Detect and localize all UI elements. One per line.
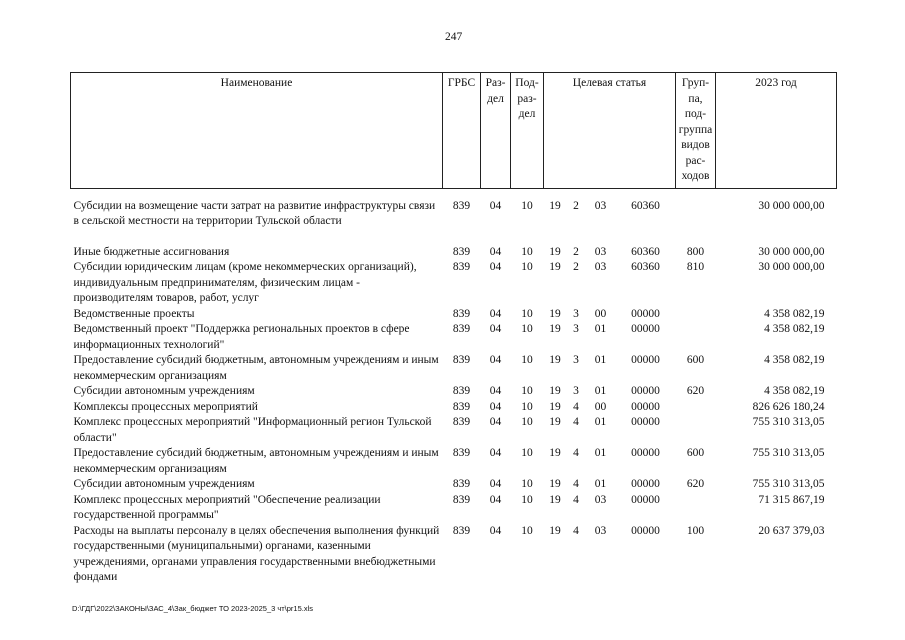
row-target-subprogram: 03 [594,199,607,212]
row-spacer-cell [71,230,837,245]
table-row [71,446,837,477]
header-target-article: Целевая статья [544,73,676,189]
row-name: Ведомственный проект "Поддержка региональных проектов в сфере информационных технологий" [73,323,410,351]
table-row [71,353,837,384]
row-target-program: 19 [549,323,561,335]
row-target-direction: 00000 [631,524,660,537]
row-razdel: 04 [489,199,502,212]
row-podrazdel: 10 [521,385,533,397]
row-expense-group: 620 [686,478,705,490]
table-row [71,415,837,446]
row-target-type: 4 [573,447,579,459]
row-expense-group: 600 [686,354,705,366]
row-target-subprogram: 00 [594,400,607,413]
row-razdel: 04 [489,416,502,428]
row-target-subprogram: 03 [594,524,607,537]
row-expense-group: 620 [686,385,705,397]
row-target-type: 4 [573,400,579,413]
page-number: 247 [445,31,463,43]
table-row [71,188,837,230]
row-expense-group [676,493,716,524]
row-razdel: 04 [489,385,502,397]
row-target-type: 2 [573,199,579,212]
row-target-type: 3 [573,385,579,397]
row-expense-group [676,400,716,416]
row-target-program: 19 [549,478,561,490]
row-target-type: 3 [573,307,579,320]
row-amount: 4 358 082,19 [764,323,825,335]
row-amount: 71 315 867,19 [758,493,825,506]
table-row [71,322,837,353]
row-podrazdel: 10 [521,416,533,428]
row-target-subprogram: 01 [594,354,607,366]
row-target-type: 4 [573,416,579,428]
table-body [71,188,837,586]
row-target-program: 19 [549,307,561,320]
row-target-subprogram: 01 [594,478,607,490]
row-podrazdel: 10 [521,400,533,413]
table-row [71,493,837,524]
row-target-type: 2 [573,245,579,258]
row-razdel: 04 [489,354,502,366]
header-grbs: ГРБС [443,73,481,189]
row-expense-group: 810 [686,261,705,273]
row-target-type: 4 [573,478,579,490]
row-amount: 30 000 000,00 [758,245,825,258]
row-target-direction: 00000 [631,493,660,506]
row-name: Субсидии юридическим лицам (кроме некоммерческих организаций), индивидуальным предпринимателям, физическим лицам - производителям товаров, работ, услуг [73,261,417,304]
file-path-footer: D:\ГДГ\2022\ЗАКОНЫ\ЗАС_4\Зак_бюджет ТО 2023-2025_3 чт\pr15.xls [72,604,314,613]
row-podrazdel: 10 [521,199,533,212]
row-target-type: 2 [573,261,579,273]
row-podrazdel: 10 [521,323,533,335]
row-podrazdel: 10 [521,447,533,459]
table-row [71,384,837,400]
row-target-subprogram: 00 [594,307,607,320]
row-razdel: 04 [489,493,502,506]
header-razdel: Раз-дел [481,73,511,189]
row-grbs: 839 [452,524,471,537]
row-grbs: 839 [452,385,471,397]
row-amount: 30 000 000,00 [758,199,825,212]
row-podrazdel: 10 [521,478,533,490]
row-spacer [71,230,837,245]
row-podrazdel: 10 [521,493,533,506]
row-target-program: 19 [549,245,561,258]
row-target-type: 3 [573,323,579,335]
row-amount: 4 358 082,19 [764,307,825,320]
row-grbs: 839 [452,354,471,366]
row-target-subprogram: 03 [594,493,607,506]
row-target-subprogram: 01 [594,416,607,428]
table-row [71,260,837,307]
row-grbs: 839 [452,447,471,459]
row-amount: 755 310 313,05 [752,447,825,459]
row-grbs: 839 [452,478,471,490]
row-target-direction: 60360 [631,261,660,273]
row-target-direction: 00000 [631,400,660,413]
row-amount: 755 310 313,05 [752,416,825,428]
row-expense-group [676,188,716,230]
row-grbs: 839 [452,493,471,506]
row-target-program: 19 [549,385,561,397]
row-target-direction: 00000 [631,323,660,335]
row-expense-group [676,415,716,446]
row-target-program: 19 [549,493,561,506]
row-amount: 826 626 180,24 [752,400,825,413]
row-expense-group [676,307,716,323]
table-row [71,245,837,261]
table-header-row [71,73,837,189]
row-target-program: 19 [549,416,561,428]
row-amount: 755 310 313,05 [752,478,825,490]
row-target-program: 19 [549,261,561,273]
row-target-direction: 60360 [631,199,660,212]
row-podrazdel: 10 [521,524,533,537]
row-name: Субсидии автономным учреждениям [73,385,255,397]
row-target-subprogram: 01 [594,385,607,397]
row-target-program: 19 [549,354,561,366]
row-amount: 4 358 082,19 [764,354,825,366]
row-target-program: 19 [549,524,561,537]
row-expense-group: 100 [686,524,705,537]
row-razdel: 04 [489,524,502,537]
row-razdel: 04 [489,261,502,273]
row-razdel: 04 [489,478,502,490]
row-target-type: 4 [573,524,579,537]
row-grbs: 839 [452,307,471,320]
row-grbs: 839 [452,261,471,273]
row-target-direction: 60360 [631,245,660,258]
header-name: Наименование [71,73,443,189]
row-grbs: 839 [452,400,471,413]
row-name: Ведомственные проекты [73,307,195,320]
row-grbs: 839 [452,416,471,428]
header-expense-group: Груп-па, под-группа видов рас-ходов [676,73,716,189]
row-grbs: 839 [452,245,471,258]
table-row [71,307,837,323]
row-target-direction: 00000 [631,478,660,490]
row-target-type: 3 [573,354,579,366]
header-year-2023: 2023 год [716,73,837,189]
row-target-direction: 00000 [631,447,660,459]
row-razdel: 04 [489,400,502,413]
table-row [71,400,837,416]
row-target-direction: 00000 [631,416,660,428]
row-podrazdel: 10 [521,261,533,273]
row-podrazdel: 10 [521,245,533,258]
row-target-subprogram: 03 [594,245,607,258]
row-podrazdel: 10 [521,354,533,366]
row-name: Иные бюджетные ассигнования [73,245,230,258]
row-name: Комплексы процессных мероприятий [73,400,258,413]
row-expense-group: 600 [686,447,705,459]
row-name: Предоставление субсидий бюджетным, автономным учреждениям и иным некоммерческим организациям [73,354,439,382]
header-podrazdel: Под-раз-дел [511,73,544,189]
row-target-direction: 00000 [631,307,660,320]
row-target-direction: 00000 [631,385,660,397]
row-name: Комплекс процессных мероприятий "Информационный регион Тульской области" [73,416,432,444]
row-grbs: 839 [452,323,471,335]
row-target-program: 19 [549,447,561,459]
row-razdel: 04 [489,307,502,320]
row-name: Предоставление субсидий бюджетным, автономным учреждениям и иным некоммерческим организациям [73,447,439,475]
row-target-program: 19 [549,199,561,212]
row-amount: 30 000 000,00 [758,261,825,273]
budget-table [70,72,837,586]
row-razdel: 04 [489,245,502,258]
row-name: Комплекс процессных мероприятий "Обеспечение реализации государственной программы" [73,493,381,521]
row-target-subprogram: 03 [594,261,607,273]
row-podrazdel: 10 [521,307,533,320]
row-name: Субсидии автономным учреждениям [73,478,255,490]
row-target-subprogram: 01 [594,447,607,459]
row-razdel: 04 [489,447,502,459]
table-row [71,524,837,586]
row-expense-group [676,322,716,353]
row-name: Субсидии на возмещение части затрат на развитие инфраструктуры связи в сельской местности на территории Тульской области [73,199,436,227]
row-target-subprogram: 01 [594,323,607,335]
row-grbs: 839 [452,199,471,212]
row-name: Расходы на выплаты персоналу в целях обеспечения выполнения функций государственными (муниципальными) органами, казенными учреждениями, органами управления государственными внебюджетными фондами [73,524,440,583]
row-amount: 4 358 082,19 [764,385,825,397]
row-expense-group: 800 [686,245,705,258]
row-target-program: 19 [549,400,561,413]
row-razdel: 04 [489,323,502,335]
row-amount: 20 637 379,03 [758,524,825,537]
row-target-type: 4 [573,493,579,506]
row-target-direction: 00000 [631,354,660,366]
table-row [71,477,837,493]
